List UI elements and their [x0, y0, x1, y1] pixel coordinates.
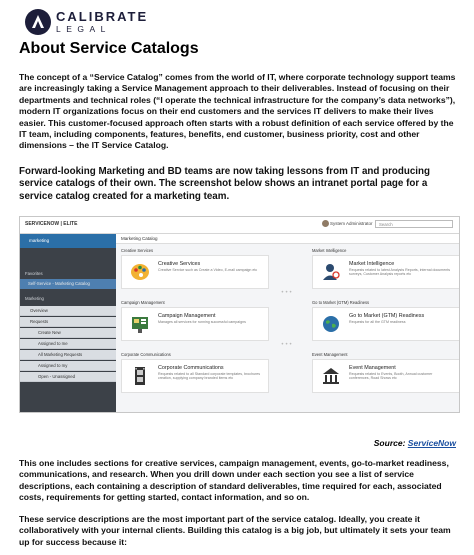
card-description: Requests related to latest Analysts Reports, internal documents surveys, Customer Analysis reports etc: [349, 268, 451, 277]
service-catalog-screenshot: [19, 216, 460, 413]
card-gtm-readiness: [312, 307, 460, 341]
image-source: [374, 438, 456, 448]
card-title: Market Intelligence: [349, 261, 395, 267]
paragraph-sections: This one includes sections for creative services, campaign management, events, go-to-market readiness, communications, and research. When you drill down under each section you see a list of service descriptions, each containing a description of standard deliverables, time required for each, associated costs, requirements for getting started, contact information, and so on.: [19, 458, 449, 503]
sidebar-section-favorites: Favorites: [25, 271, 43, 276]
paragraph-intro: The concept of a “Service Catalog” comes from the world of IT, where corporate technology support teams are increasingly taking a Service Management approach to their deliverables. Instead of focusing on their departments and technical roles (“I operate the technical infrastructure for the company’s data networks”), modern IT organizations focus on their end customers and the services IT delivers to make their lives easier. This customer-focused approach often starts with a robust definition of each service offered by the IT team, including components, features, benefits, end customer, business priority, cost and other dimensions – the IT Service Catalog.: [19, 72, 456, 151]
portal-sidebar: [20, 234, 116, 412]
sidebar-header: [20, 234, 116, 248]
logo-name: CALIBRATE: [56, 9, 149, 25]
sidebar-item-requests: Requests: [20, 317, 116, 327]
sidebar-section-marketing: Marketing: [25, 296, 44, 301]
person-search-icon: [321, 262, 341, 282]
section-divider: •••: [281, 290, 294, 296]
campaign-board-icon: [130, 314, 150, 334]
card-event-management: [312, 359, 460, 393]
section-comms: Corporate Communications: [121, 352, 171, 357]
section-gtm: Go to Market (GTM) Readiness: [312, 300, 370, 305]
palette-icon: [130, 262, 150, 282]
card-corporate-communications: [121, 359, 269, 393]
card-title: Campaign Management: [158, 313, 216, 319]
card-description: Requests related to all Standard corporate templates, brochures creation, supplying company branded items etc: [158, 372, 261, 381]
building-icon: [321, 366, 341, 386]
source-link[interactable]: ServiceNow: [407, 438, 456, 448]
logo-mark-icon: [24, 8, 52, 36]
portal-brand: SERVICENOW | ELITE: [25, 221, 78, 227]
paragraph-forward-looking: Forward-looking Marketing and BD teams are now taking lessons from IT and producing service catalogs of their own. The screenshot below shows an intranet portal page for a service catalog created for a marketing team.: [19, 166, 430, 202]
sidebar-item-assigned-to-my: Assigned to my: [20, 361, 116, 371]
portal-main: [116, 234, 459, 412]
calibrate-legal-logo: [24, 6, 148, 38]
card-description: Manages all services for running successful campaigns: [158, 320, 246, 324]
sidebar-item-create-new: Create New: [20, 328, 116, 338]
card-market-intelligence: [312, 255, 460, 289]
catalog-title: Marketing Catalog: [116, 234, 459, 244]
user-avatar: [322, 220, 329, 227]
section-events: Event Management: [312, 352, 348, 357]
page-title: About Service Catalogs: [19, 40, 199, 57]
portal-topbar: [20, 217, 459, 234]
sidebar-item-overview: Overview: [20, 306, 116, 316]
sidebar-item-self-service: Self-Service - Marketing Catalog: [20, 279, 116, 289]
card-creative-services: [121, 255, 269, 289]
section-divider: •••: [281, 342, 294, 348]
card-title: Event Management: [349, 365, 396, 371]
paragraph-descriptions: These service descriptions are the most important part of the service catalog. Ideally, you create it collaboratively with your internal clients. Building this catalog is a big job, but ultimately it sets your team up for success because it:: [19, 514, 451, 547]
portal-user: System Administrator: [330, 221, 373, 226]
section-creative: Creative Services: [121, 248, 154, 253]
film-strip-icon: [130, 366, 150, 386]
sidebar-item-all-requests: All Marketing Requests: [20, 350, 116, 360]
sidebar-header-label: marketing: [29, 238, 50, 243]
globe-icon: [321, 314, 341, 334]
card-title: Corporate Communications: [158, 365, 224, 371]
source-label: Source:: [373, 438, 406, 448]
card-description: Creative Service such as Create a Video, E-mail campaign etc: [158, 268, 258, 272]
sidebar-item-assigned-to-me: Assigned to me: [20, 339, 116, 349]
portal-search-input: Search: [375, 220, 453, 228]
sidebar-item-open-unassigned: Open - Unassigned: [20, 372, 116, 382]
card-description: Requests related to Events, Booth, Annual customer conferences, Road Shows etc: [349, 372, 433, 381]
section-intel: Market Intelligence: [312, 248, 347, 253]
card-title: Go to Market (GTM) Readiness: [349, 313, 425, 319]
card-description: Requests for all the GTM readiness: [349, 320, 406, 324]
section-campaign: Campaign Management: [121, 300, 165, 305]
logo-subtitle: LEGAL: [56, 24, 111, 35]
card-title: Creative Services: [158, 261, 201, 267]
card-campaign-management: [121, 307, 269, 341]
